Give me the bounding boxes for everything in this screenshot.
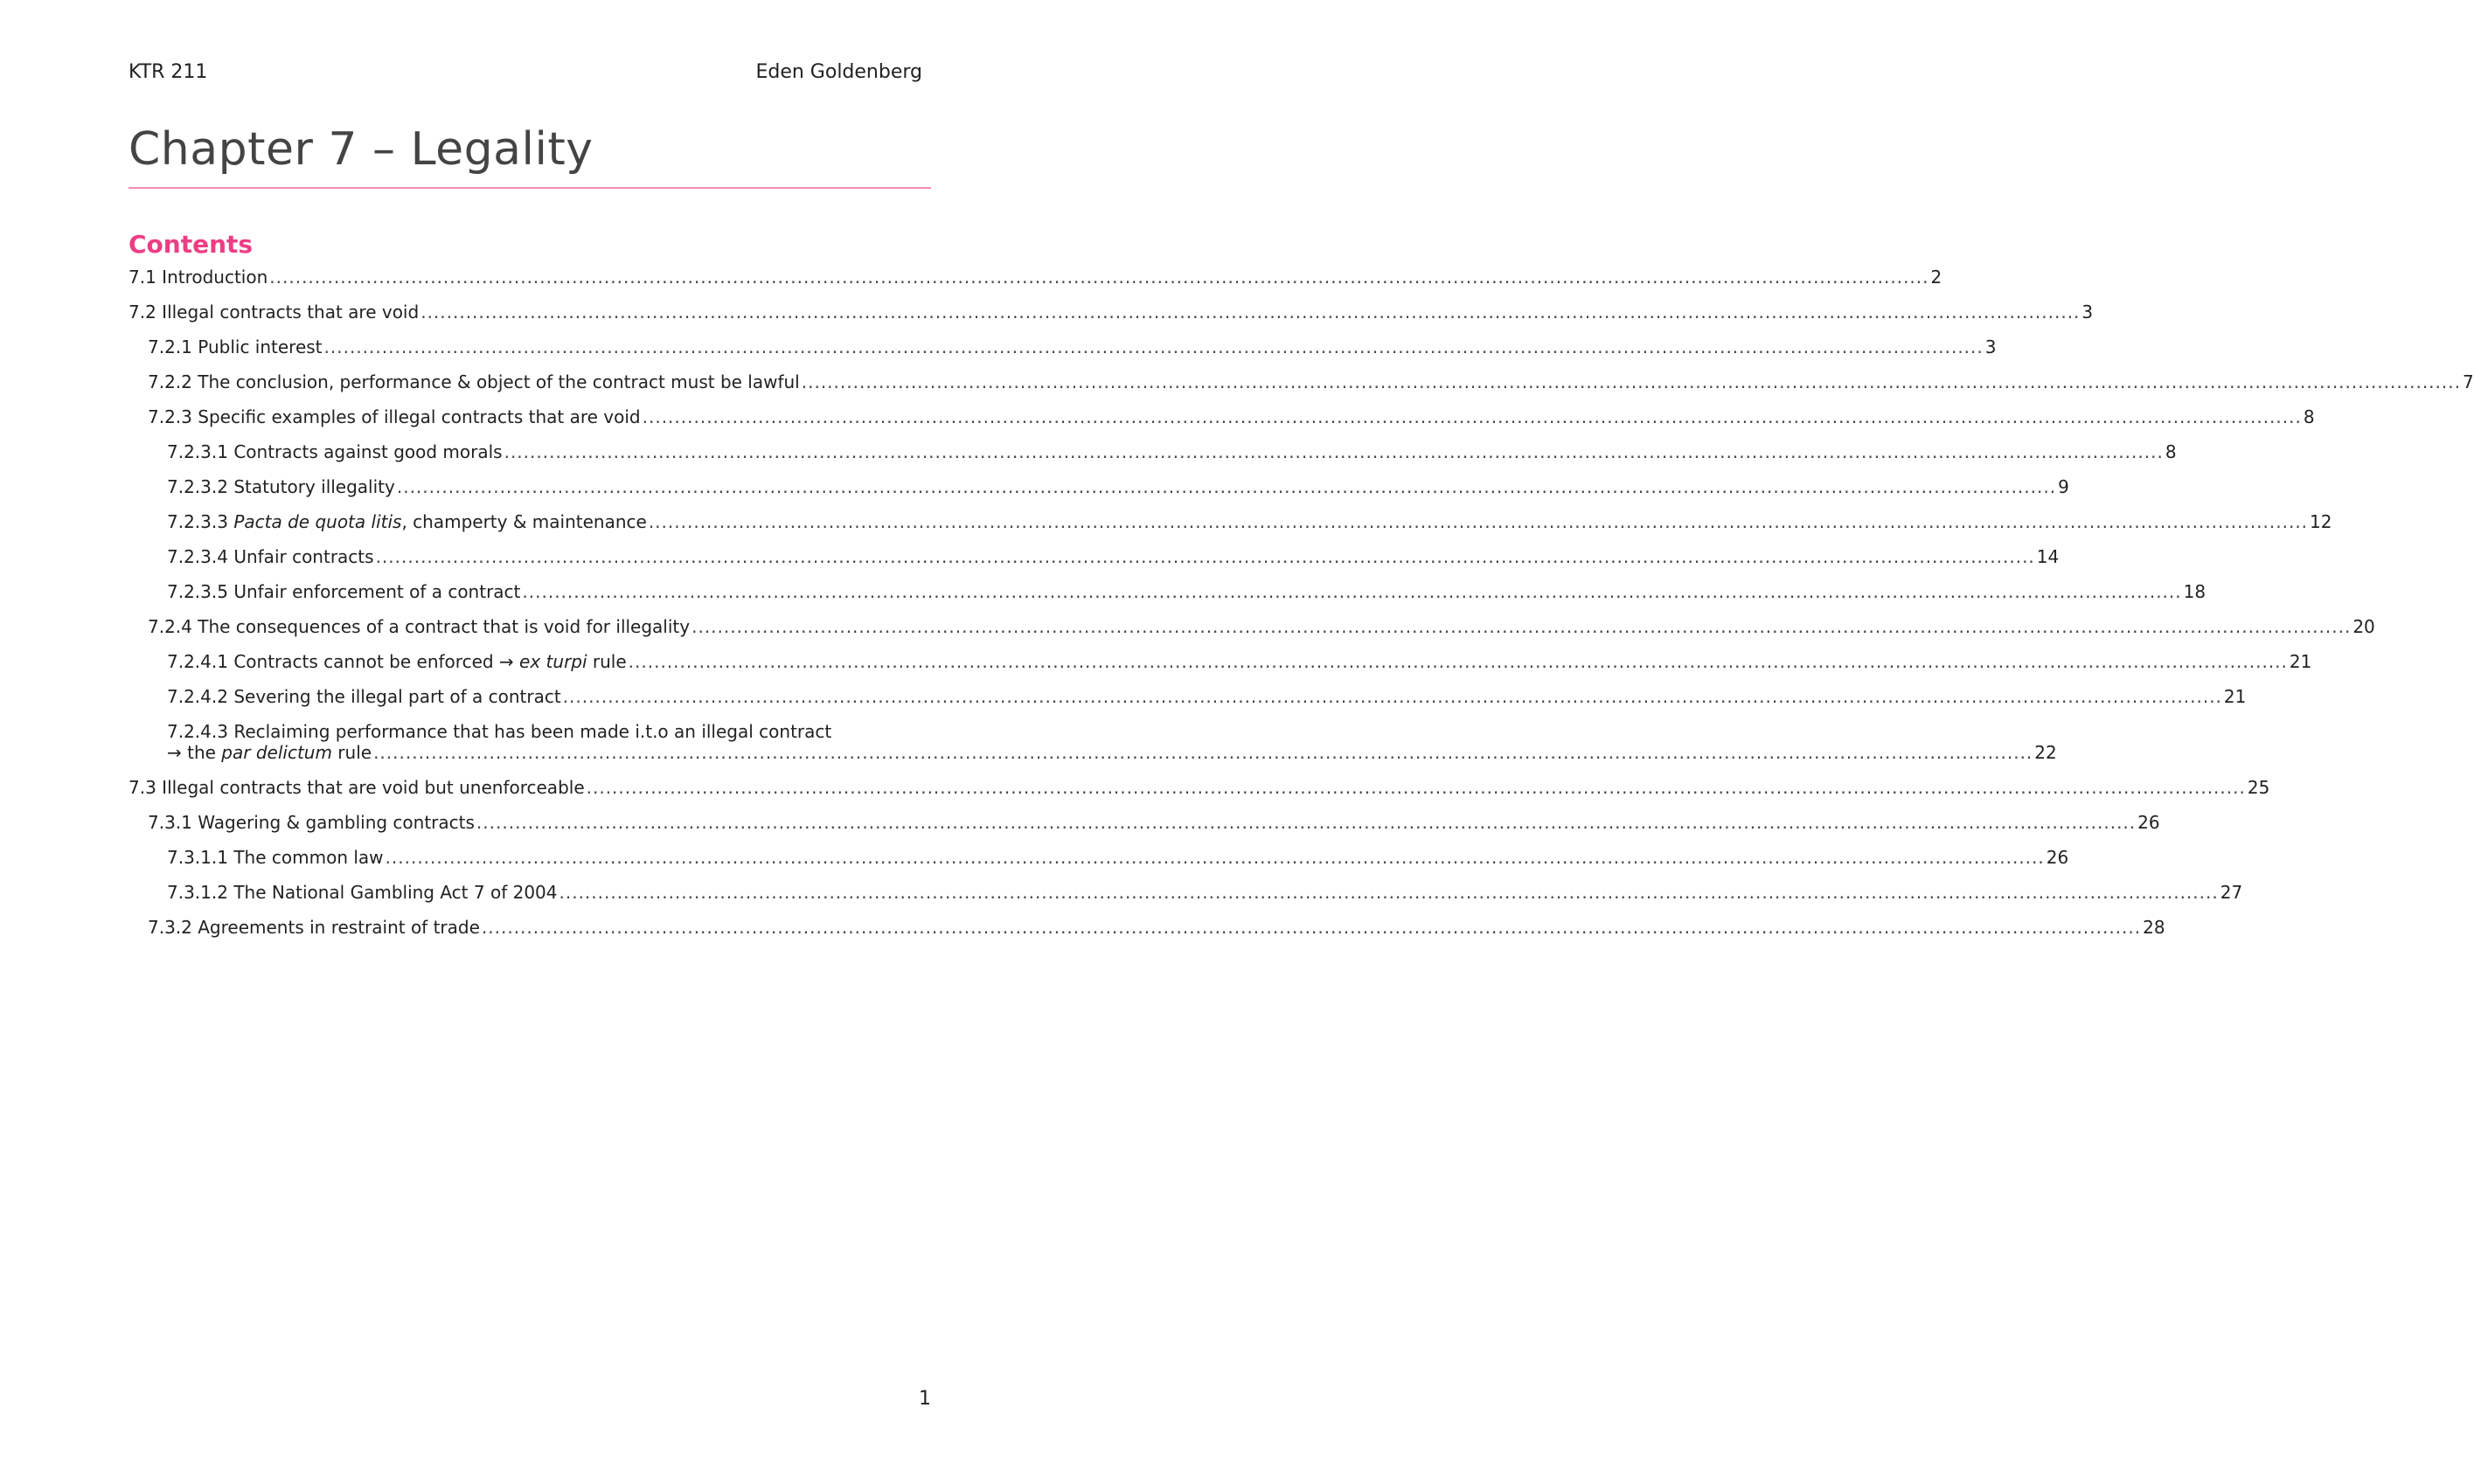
toc-entry-text: 7.2.4.2 Severing the illegal part of a contract [167, 686, 561, 707]
toc-dot-leader [269, 267, 1928, 288]
toc-page-number: 27 [2220, 882, 2243, 903]
toc-dot-leader [373, 742, 2033, 763]
toc-entry-7-2-3-3[interactable] [129, 511, 2332, 532]
toc-entry-suffix: rule [587, 651, 627, 672]
toc-entry-multiline [167, 721, 2057, 763]
header-author: Eden Goldenberg [755, 61, 922, 83]
toc-dot-leader [643, 406, 2302, 427]
toc-entry-7-2-3-1[interactable] [129, 441, 2177, 462]
toc-entry-7-2-3-5[interactable] [129, 581, 2206, 602]
toc-page-number: 9 [2058, 476, 2069, 497]
toc-entry-text: 7.3.1.1 The common law [167, 847, 384, 868]
toc-dot-leader [563, 686, 2222, 707]
toc-entry-text: 7.3.2 Agreements in restraint of trade [148, 917, 480, 938]
toc-entry-7-2-4-2[interactable] [129, 686, 2247, 707]
toc-entry-line1: 7.2.4.3 Reclaiming performance that has been made i.t.o an illegal contract [167, 721, 832, 742]
toc-page-number: 18 [2183, 581, 2206, 602]
toc-entry-text: 7.2 Illegal contracts that are void [129, 302, 420, 322]
toc-page-number: 3 [1984, 336, 1997, 357]
title-underline [129, 187, 931, 189]
toc-entry-italic: par delictum [221, 742, 332, 763]
toc-page-number: 20 [2352, 616, 2375, 637]
toc-dot-leader [476, 812, 2136, 833]
toc-entry-text: 7.3 Illegal contracts that are void but unenforceable [129, 777, 585, 798]
toc-entry-text: 7.2.3.1 Contracts against good morals [167, 441, 503, 462]
toc-dot-leader [691, 616, 2351, 637]
toc-page-number: 12 [2310, 511, 2332, 532]
toc-entry-7-1[interactable] [129, 267, 1942, 288]
page-number: 1 [919, 1388, 931, 1410]
toc-entry-prefix: 7.2.3.3 [167, 511, 234, 532]
toc-entry-7-3-1-2[interactable] [129, 882, 2243, 903]
toc-entry-7-2-4[interactable] [129, 616, 2375, 637]
toc-entry-italic: ex turpi [519, 651, 587, 672]
toc-entry-prefix: → the [167, 742, 222, 763]
toc-entry-7-2-3-4[interactable] [129, 546, 2060, 567]
toc-entry-suffix: , champerty & maintenance [401, 511, 647, 532]
toc-page-number: 21 [2223, 686, 2247, 707]
toc-entry-text: 7.2.3 Specific examples of illegal contracts that are void [148, 406, 641, 427]
toc-dot-leader [324, 336, 1984, 357]
toc-page-number: 21 [2289, 651, 2312, 672]
toc-page-number: 3 [2081, 302, 2094, 322]
toc-page-number: 25 [2247, 777, 2270, 798]
toc-dot-leader [649, 511, 2308, 532]
toc-page-number: 26 [2137, 812, 2160, 833]
toc-page-number: 8 [2165, 441, 2177, 462]
toc-entry-7-2-4-3[interactable] [129, 721, 2057, 763]
toc-dot-leader [386, 847, 2045, 868]
toc-dot-leader [397, 476, 2056, 497]
toc-page-number: 22 [2034, 742, 2057, 763]
header-course-code: KTR 211 [129, 61, 208, 83]
toc-entry-text [167, 511, 647, 532]
table-of-contents [129, 267, 2474, 952]
toc-entry-text: 7.2.3.2 Statutory illegality [167, 476, 395, 497]
toc-entry-7-2-1[interactable] [129, 336, 1997, 357]
toc-entry-7-2-2[interactable] [129, 371, 2474, 392]
toc-entry-text: 7.2.3.4 Unfair contracts [167, 546, 374, 567]
toc-entry-italic: Pacta de quota litis [233, 511, 402, 532]
toc-entry-text [167, 651, 627, 672]
toc-entry-text [167, 742, 372, 763]
toc-dot-leader [482, 917, 2141, 938]
toc-entry-7-2[interactable] [129, 302, 2094, 322]
toc-entry-7-3-2[interactable] [129, 917, 2165, 938]
toc-dot-leader [629, 651, 2288, 672]
toc-dot-leader [376, 546, 2035, 567]
toc-entry-line2 [167, 742, 2057, 763]
toc-entry-text: 7.3.1 Wagering & gambling contracts [148, 812, 475, 833]
toc-dot-leader [559, 882, 2219, 903]
toc-entry-text: 7.2.3.5 Unfair enforcement of a contract [167, 581, 521, 602]
toc-dot-leader [420, 302, 2080, 322]
toc-page-number: 8 [2303, 406, 2315, 427]
toc-entry-7-3-1-1[interactable] [129, 847, 2069, 868]
toc-page-number: 14 [2036, 546, 2060, 567]
toc-entry-7-2-4-1[interactable] [129, 651, 2312, 672]
toc-page-number: 2 [1930, 267, 1942, 288]
toc-entry-suffix: rule [331, 742, 372, 763]
toc-page-number: 7 [2462, 371, 2474, 392]
chapter-title: Chapter 7 – Legality [129, 123, 594, 176]
toc-page-number: 28 [2143, 917, 2165, 938]
toc-dot-leader [587, 777, 2246, 798]
toc-entry-7-3[interactable] [129, 777, 2270, 798]
toc-dot-leader [802, 371, 2461, 392]
toc-entry-text: 7.2.2 The conclusion, performance & object of the contract must be lawful [148, 371, 800, 392]
page-header [129, 61, 922, 83]
toc-entry-text: 7.2.4 The consequences of a contract that is void for illegality [148, 616, 691, 637]
toc-entry-7-2-3-2[interactable] [129, 476, 2069, 497]
contents-heading: Contents [129, 230, 254, 259]
toc-entry-text: 7.2.1 Public interest [148, 336, 323, 357]
toc-dot-leader [504, 441, 2164, 462]
toc-entry-prefix: 7.2.4.1 Contracts cannot be enforced → [167, 651, 520, 672]
toc-entry-text: 7.3.1.2 The National Gambling Act 7 of 2004 [167, 882, 558, 903]
toc-entry-7-3-1[interactable] [129, 812, 2160, 833]
toc-page-number: 26 [2046, 847, 2069, 868]
toc-dot-leader [522, 581, 2181, 602]
toc-entry-text: 7.1 Introduction [129, 267, 268, 288]
toc-entry-7-2-3[interactable] [129, 406, 2315, 427]
